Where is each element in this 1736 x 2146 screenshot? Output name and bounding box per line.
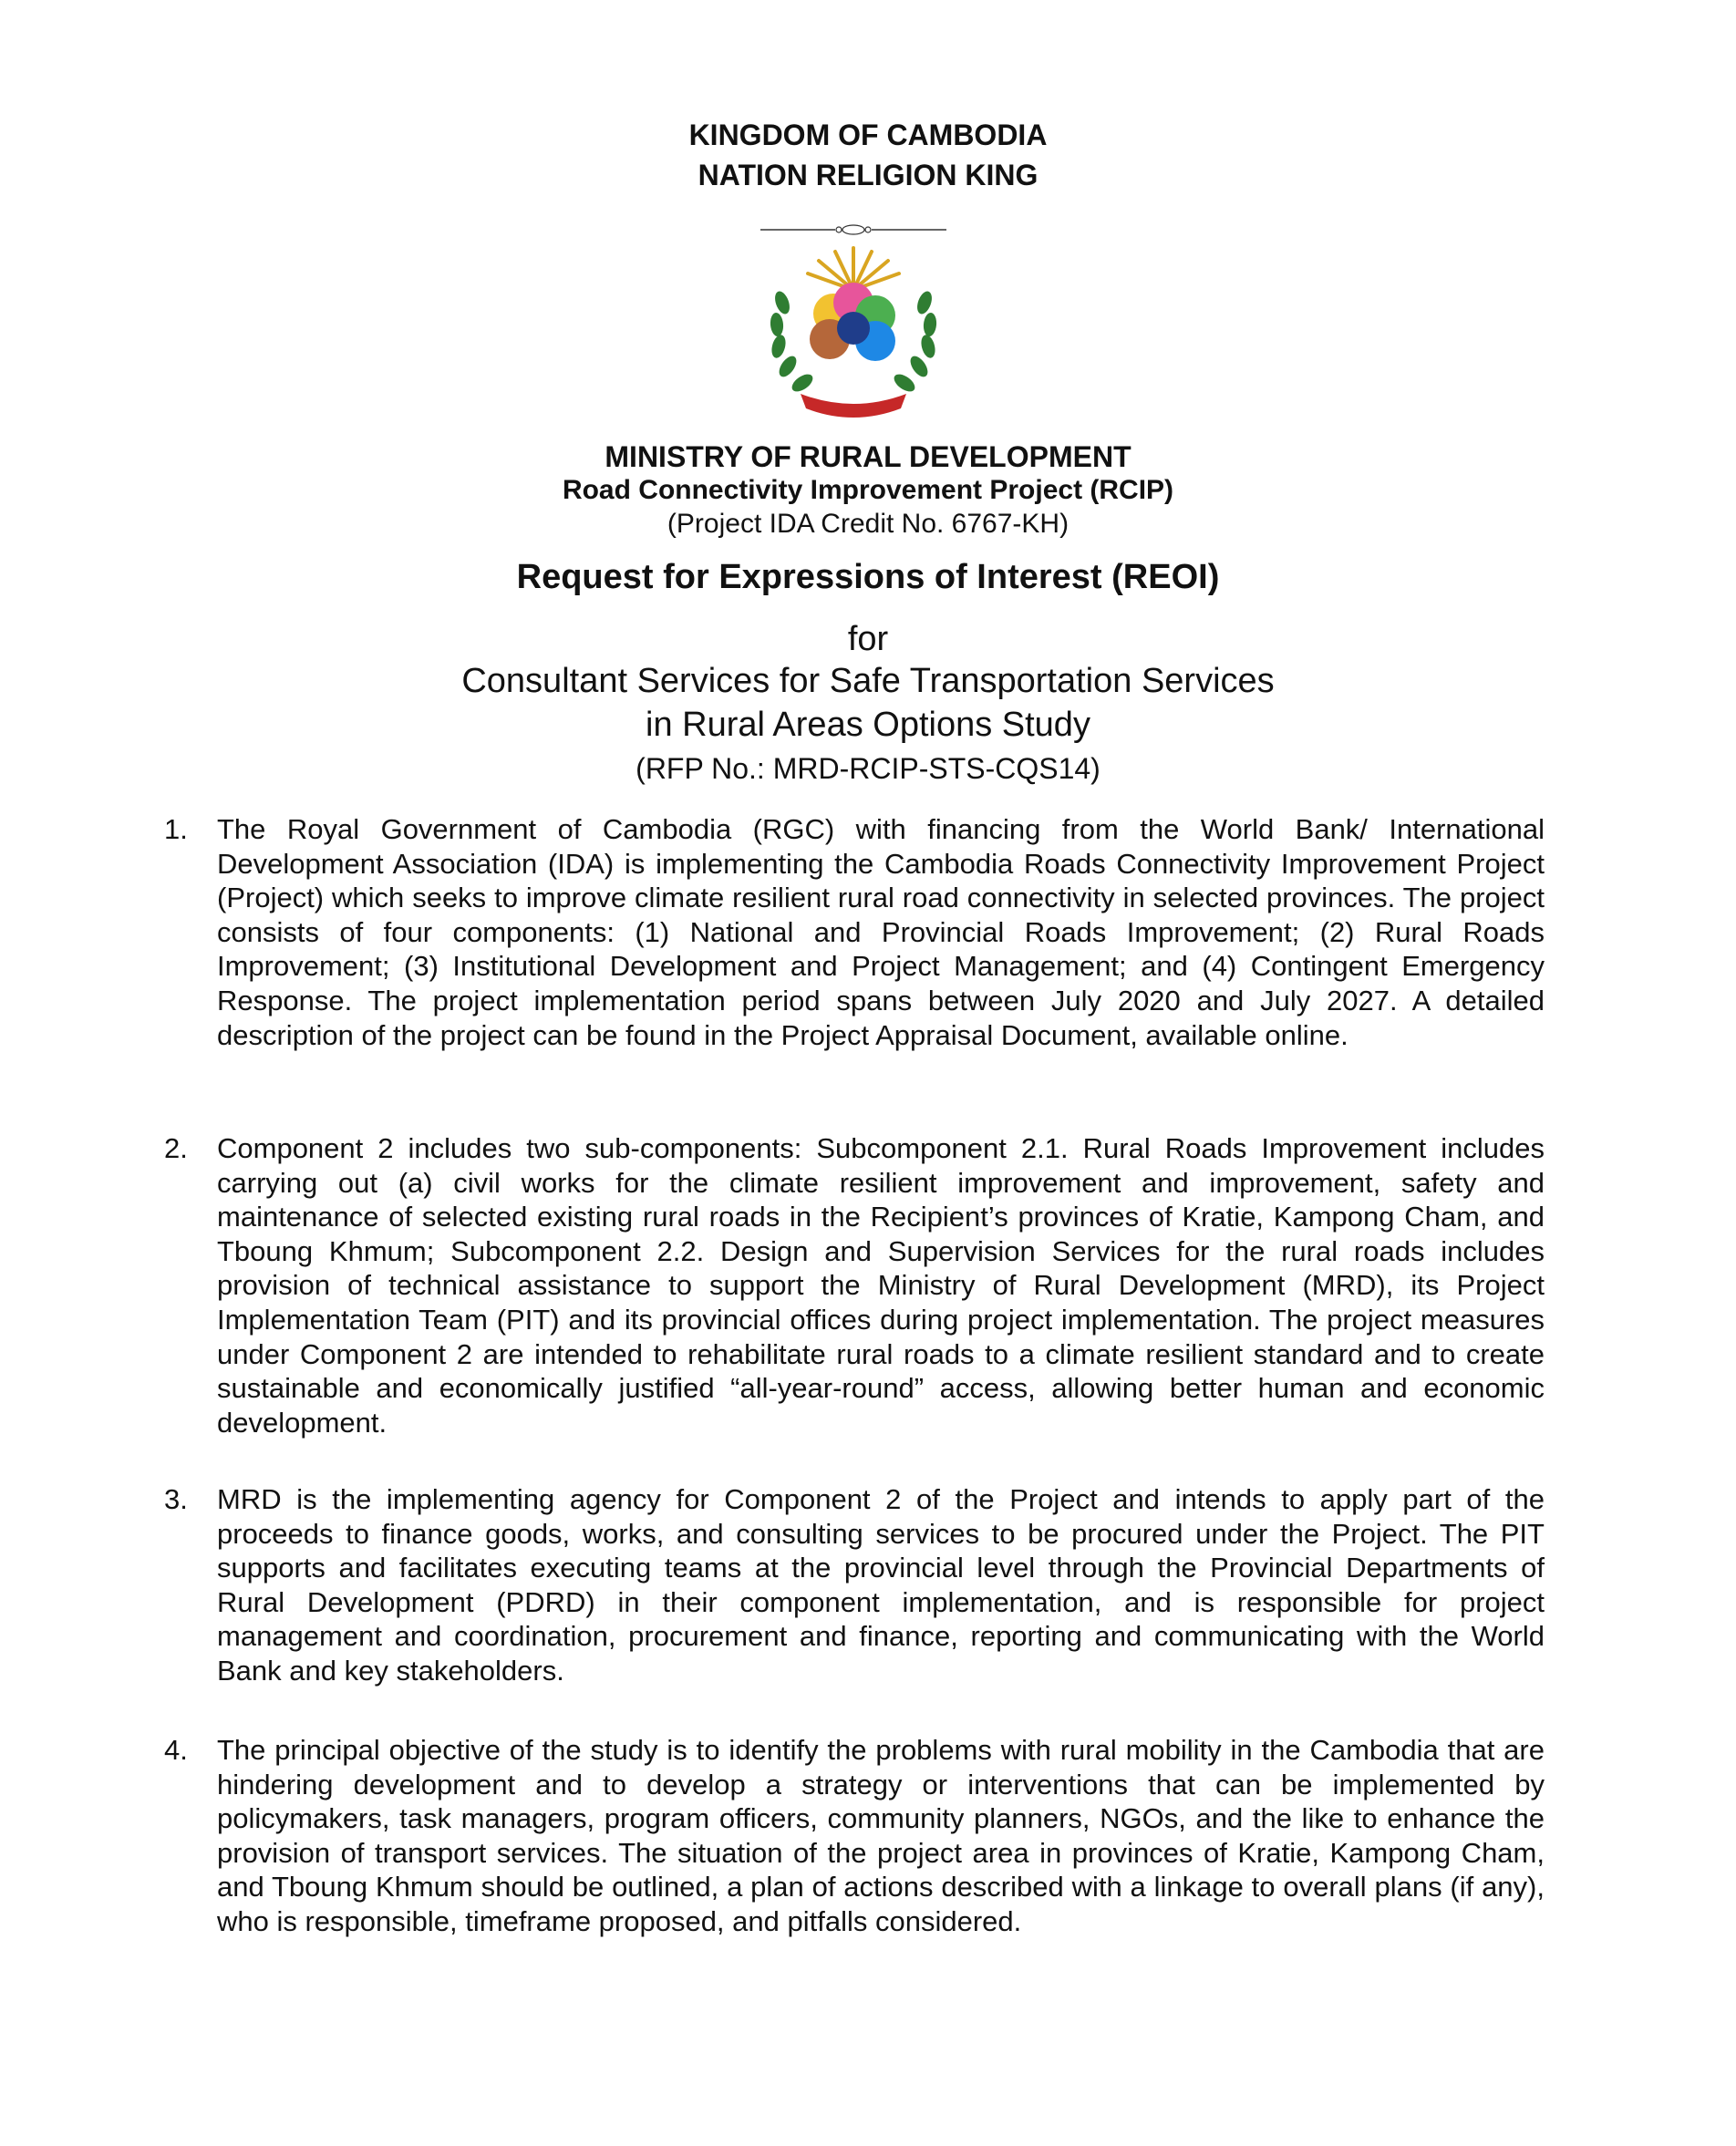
paragraph-number: 3.	[164, 1483, 188, 1515]
paragraph-number: 2.	[164, 1132, 188, 1164]
credit-number: (Project IDA Credit No. 6767-KH)	[666, 509, 1070, 539]
document-title: Request for Expressions of Interest (REOI)	[516, 558, 1220, 596]
country-heading: KINGDOM OF CAMBODIA	[688, 119, 1048, 151]
rfp-number: (RFP No.: MRD-RCIP-STS-CQS14)	[636, 752, 1100, 785]
motto-heading: NATION RELIGION KING	[698, 159, 1038, 191]
paragraph-text: MRD is the implementing agency for Component 2 of the Project and intends to apply part of the proceeds to finance goods, works, and consulting services to be procured under the Project. The PIT supports and facilitates executing teams at the provincial level through the Provincial Departments of Rural Development (PDRD) in their component implementation, and is responsible for project management and coordination, procurement and finance, reporting and communicating with the World Bank and key stakeholders.	[217, 1483, 1545, 1687]
project-name: Road Connectivity Improvement Project (RCIP)	[562, 475, 1174, 505]
title-connector: for	[847, 620, 889, 658]
paragraph-number: 4.	[164, 1734, 188, 1766]
service-title-line-1: Consultant Services for Safe Transportation Services	[461, 662, 1275, 700]
service-title-line-2: in Rural Areas Options Study	[646, 706, 1090, 744]
ministry-name: MINISTRY OF RURAL DEVELOPMENT	[604, 440, 1132, 473]
paragraph-number: 1.	[164, 813, 188, 845]
paragraph-text: Component 2 includes two sub-components: Subcomponent 2.1. Rural Roads Improvement includes carrying out (a) civil works for the climate resilient improvement and improvement, safety and maintenance of selected existing rural roads in the Recipient’s provinces of Kratie, Kampong Cham, and Tboung Khmum; Subcomponent 2.2. Design and Supervision Services for the rural roads includes provision of technical assistance to support the Ministry of Rural Development (MRD), its Project Implementation Team (PIT) and its provincial offices during project implementation. The project measures under Component 2 are intended to rehabilitate rural roads to a climate resilient standard and to create sustainable and economically justified “all-year-round” access, allowing better human and economic development.	[217, 1132, 1545, 1439]
ministry-emblem-icon	[755, 212, 952, 421]
paragraph-text: The Royal Government of Cambodia (RGC) with financing from the World Bank/ International Development Association (IDA) is implementing the Cambodia Roads Connectivity Improvement Project (Project) which seeks to improve climate resilient rural road connectivity in selected provinces. The project consists of four components: (1) National and Provincial Roads Improvement; (2) Rural Roads Improvement; (3) Institutional Development and Project Management; and (4) Contingent Emergency Response. The project implementation period spans between July 2020 and July 2027. A detailed description of the project can be found in the Project Appraisal Document, available online.	[217, 813, 1545, 1051]
paragraph-text: The principal objective of the study is to identify the problems with rural mobility in the Cambodia that are hindering development and to develop a strategy or interventions that can be implemented by policymakers, task managers, program officers, community planners, NGOs, and the like to enhance the provision of transport services. The situation of the project area in provinces of Kratie, Kampong Cham, and Tboung Khmum should be outlined, a plan of actions described with a linkage to overall plans (if any), who is responsible, timeframe proposed, and pitfalls considered.	[217, 1734, 1545, 1937]
